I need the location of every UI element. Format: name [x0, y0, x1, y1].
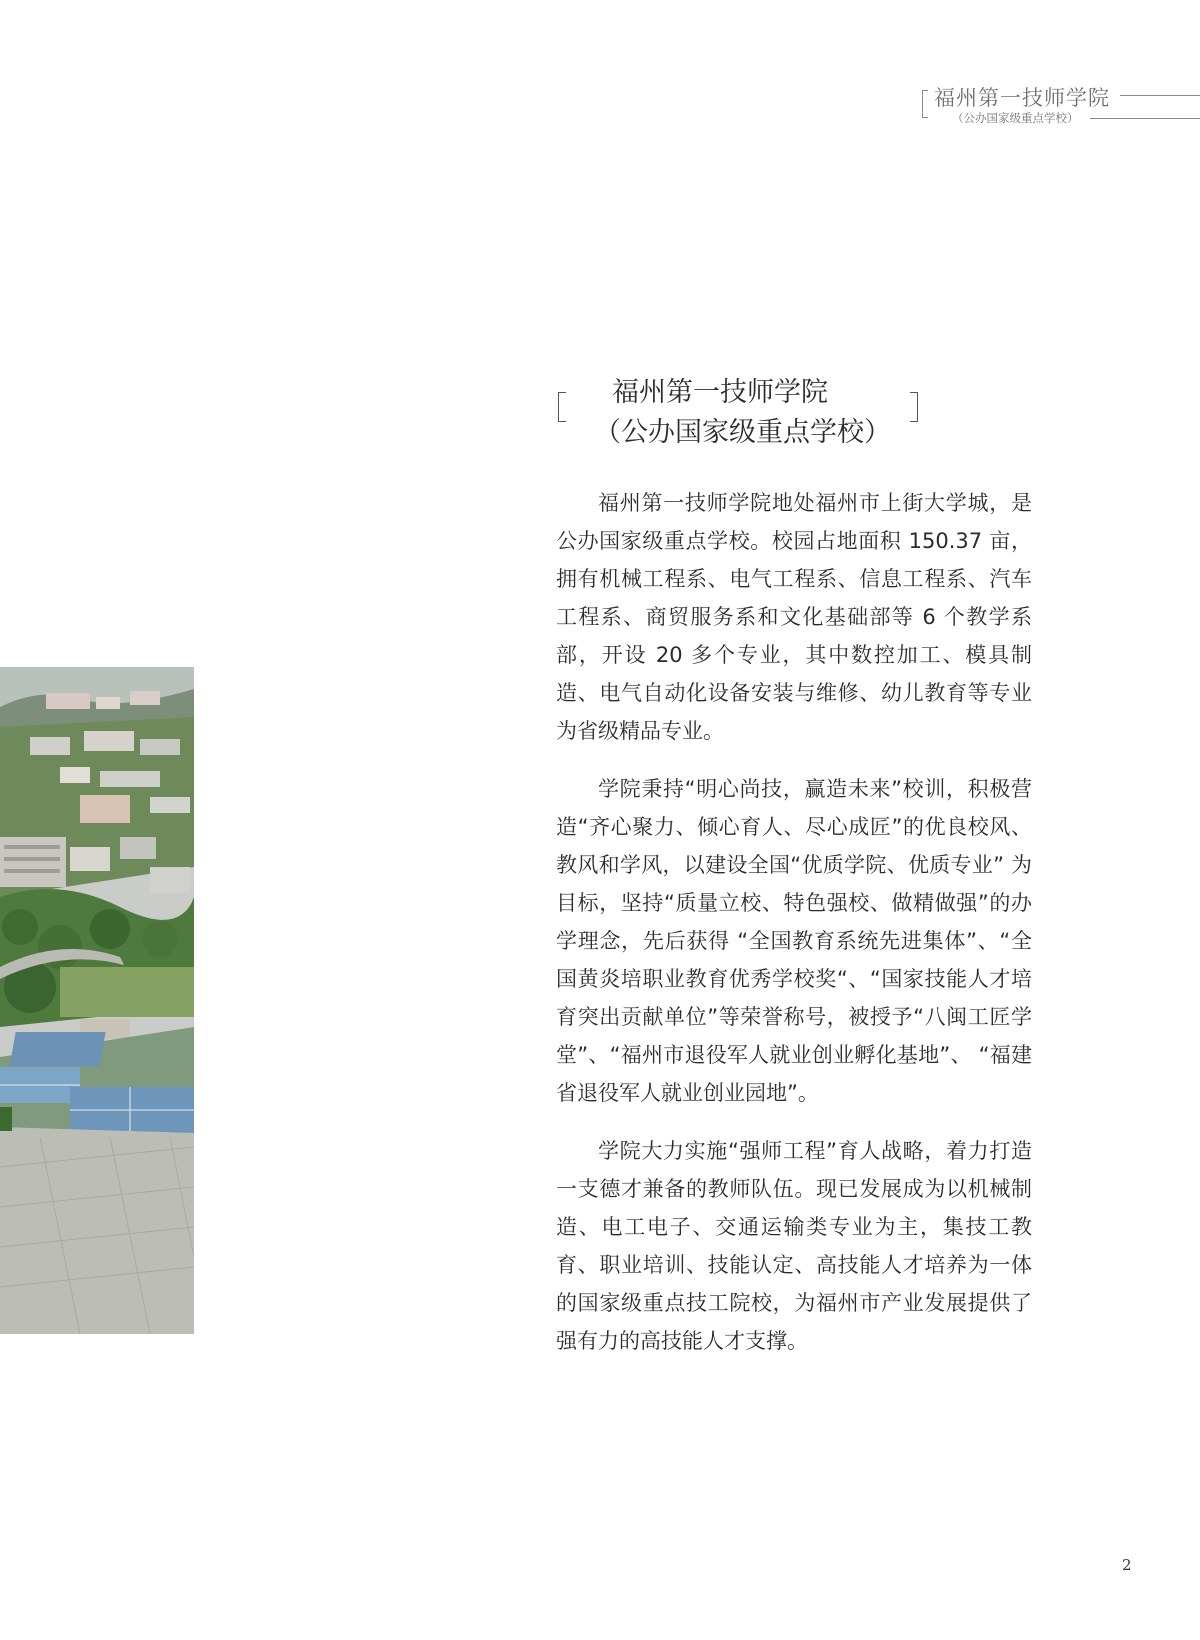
paragraph-motto-honors: 学院秉持“明心尚技，赢造未来”校训，积极营造“齐心聚力、倾心育人、尽心成匠”的优良校风、教风和学风，以建设全国“优质学院、优质专业” 为目标，坚持“质量立校、特色强校、做精做强”的办学理念，先后获得 “全国教育系统先进集体”、“全国黄炎培职业教育优秀学校奖“、“国家技能人才培育突出贡献单位”等荣誉称号，被授予“八闽工匠学堂”、“福州市退役军人就业创业孵化基地”、 “福建省退役军人就业创业园地”。 [556, 777, 1032, 1105]
section-heading [556, 370, 920, 454]
body-text [556, 484, 1032, 1380]
header-title: 福州第一技师学院 [934, 86, 1110, 110]
campus-photo-illustration [0, 667, 194, 1334]
heading-bracket-left [558, 392, 566, 422]
header-subtitle: （公办国家级重点学校） [952, 111, 1079, 125]
header-mark [922, 80, 1200, 130]
paragraph-intro: 福州第一技师学院地处福州市上街大学城，是公办国家级重点学校。校园占地面积 150.37 亩，拥有机械工程系、电气工程系、信息工程系、汽车工程系、商贸服务系和文化基础部等 6 个教学系部，开设 20 多个专业，其中数控加工、模具制造、电气自动化设备安装与维修、幼儿教育等专业为省级精品专业。 [556, 491, 1032, 743]
section-title: 福州第一技师学院 [612, 377, 828, 408]
heading-bracket-right [910, 392, 918, 422]
page-number: 2 [1122, 1556, 1132, 1574]
header-rule-bottom [1090, 118, 1200, 119]
header-rule-top [1120, 95, 1200, 96]
paragraph-faculty: 学院大力实施“强师工程”育人战略，着力打造一支德才兼备的教师队伍。现已发展成为以机械制造、电工电子、交通运输类专业为主，集技工教育、职业培训、技能认定、高技能人才培养为一体的国家级重点技工院校，为福州市产业发展提供了强有力的高技能人才支撑。 [556, 1139, 1032, 1353]
header-bracket [922, 90, 928, 118]
section-subtitle: （公办国家级重点学校） [594, 417, 891, 448]
campus-aerial-photo [0, 667, 194, 1334]
